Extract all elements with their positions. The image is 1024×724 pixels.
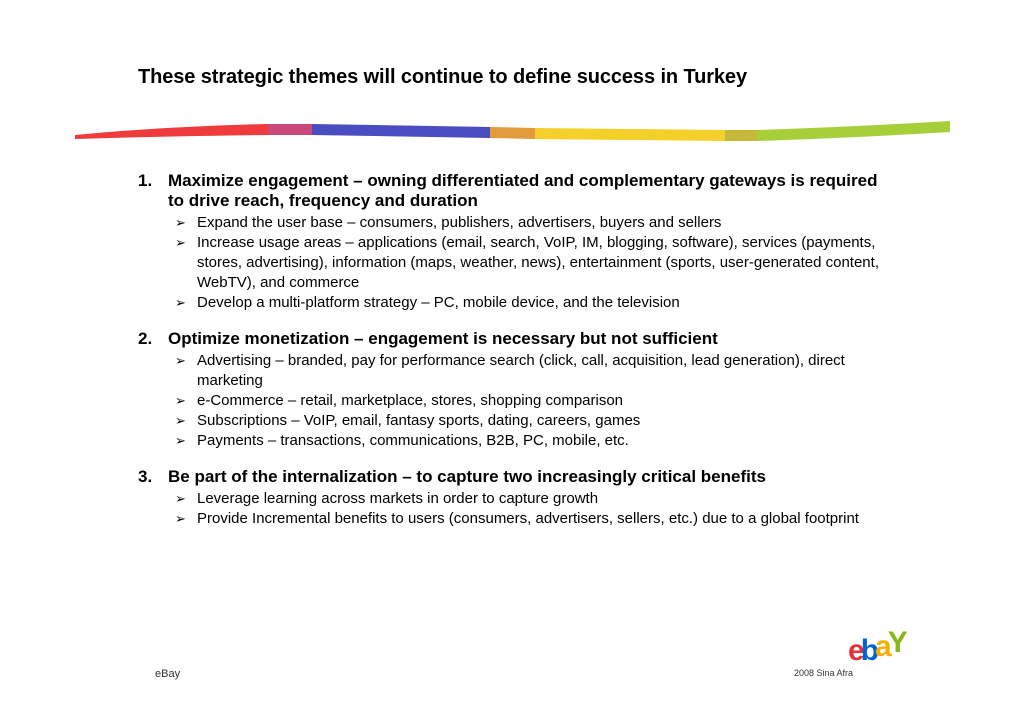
ebay-logo xyxy=(848,626,914,668)
theme-heading-text: Be part of the internalization – to capture two increasingly critical benefits xyxy=(168,467,766,486)
theme-heading xyxy=(138,329,898,349)
arrow-bullet-icon: ➢ xyxy=(175,491,186,506)
theme-section xyxy=(138,329,898,451)
color-swoosh-divider xyxy=(0,118,1024,148)
swoosh-segment-yellow xyxy=(535,128,725,141)
bullet-text: e-Commerce – retail, marketplace, stores, shopping comparison xyxy=(197,392,624,409)
bullet-text: Payments – transactions, communications, B2B, PC, mobile, etc. xyxy=(197,432,629,449)
bullet-list xyxy=(138,489,898,529)
bullet-text: Develop a multi-platform strategy – PC, mobile device, and the television xyxy=(197,294,680,311)
arrow-bullet-icon: ➢ xyxy=(175,413,186,428)
theme-number: 1. xyxy=(138,171,153,190)
bullet-text: Subscriptions – VoIP, email, fantasy sports, dating, careers, games xyxy=(197,412,641,429)
theme-heading-text: Maximize engagement – owning differentiated and complementary gateways is required to drive reach, frequency and duration xyxy=(168,171,878,210)
theme-heading xyxy=(138,467,898,487)
bullet-text: Increase usage areas – applications (email, search, VoIP, IM, blogging, software), services (payments, stores, advertising), information (maps, weather, news), entertainment (sports, user-generated content, WebTV), and commerce xyxy=(197,234,879,291)
bullet-item xyxy=(138,489,898,509)
swoosh-segment-olive xyxy=(725,130,757,141)
theme-number: 3. xyxy=(138,467,153,486)
arrow-bullet-icon: ➢ xyxy=(175,433,186,448)
swoosh-segment-blue xyxy=(312,124,490,138)
bullet-text: Expand the user base – consumers, publishers, advertisers, buyers and sellers xyxy=(197,214,722,231)
arrow-bullet-icon: ➢ xyxy=(175,353,186,368)
themes-list xyxy=(138,171,898,545)
bullet-item xyxy=(138,293,898,313)
bullet-item xyxy=(138,431,898,451)
bullet-item xyxy=(138,213,898,233)
theme-heading-text: Optimize monetization – engagement is necessary but not sufficient xyxy=(168,329,718,348)
arrow-bullet-icon: ➢ xyxy=(175,393,186,408)
footer-company: eBay xyxy=(155,668,181,680)
bullet-text: Leverage learning across markets in order to capture growth xyxy=(197,490,599,507)
bullet-text: Provide Incremental benefits to users (consumers, advertisers, sellers, etc.) due to a global footprint xyxy=(197,510,859,527)
logo-letter-a: a xyxy=(875,630,888,663)
bullet-list xyxy=(138,351,898,451)
theme-number: 2. xyxy=(138,329,153,348)
bullet-item xyxy=(138,391,898,411)
theme-section xyxy=(138,467,898,529)
arrow-bullet-icon: ➢ xyxy=(175,511,186,526)
swoosh-segment-orange xyxy=(490,127,535,139)
bullet-item xyxy=(138,411,898,431)
bullet-text: Advertising – branded, pay for performance search (click, call, acquisition, lead generation), direct marketing xyxy=(197,352,845,389)
logo-letter-e: e xyxy=(848,634,861,667)
arrow-bullet-icon: ➢ xyxy=(175,215,186,230)
footer-copyright: 2008 Sina Afra xyxy=(794,668,854,678)
bullet-item xyxy=(138,233,898,293)
arrow-bullet-icon: ➢ xyxy=(175,295,186,310)
theme-section xyxy=(138,171,898,313)
bullet-item xyxy=(138,509,898,529)
logo-letter-y: Y xyxy=(887,626,904,659)
swoosh-segment-red xyxy=(75,124,268,139)
logo-letter-b: b xyxy=(860,634,876,667)
bullet-item xyxy=(138,351,898,391)
swoosh-segment-green xyxy=(757,121,950,141)
bullet-list xyxy=(138,213,898,313)
arrow-bullet-icon: ➢ xyxy=(175,235,186,250)
slide-title: These strategic themes will continue to define success in Turkey xyxy=(138,66,747,88)
swoosh-segment-magenta xyxy=(268,124,312,135)
theme-heading xyxy=(138,171,898,211)
